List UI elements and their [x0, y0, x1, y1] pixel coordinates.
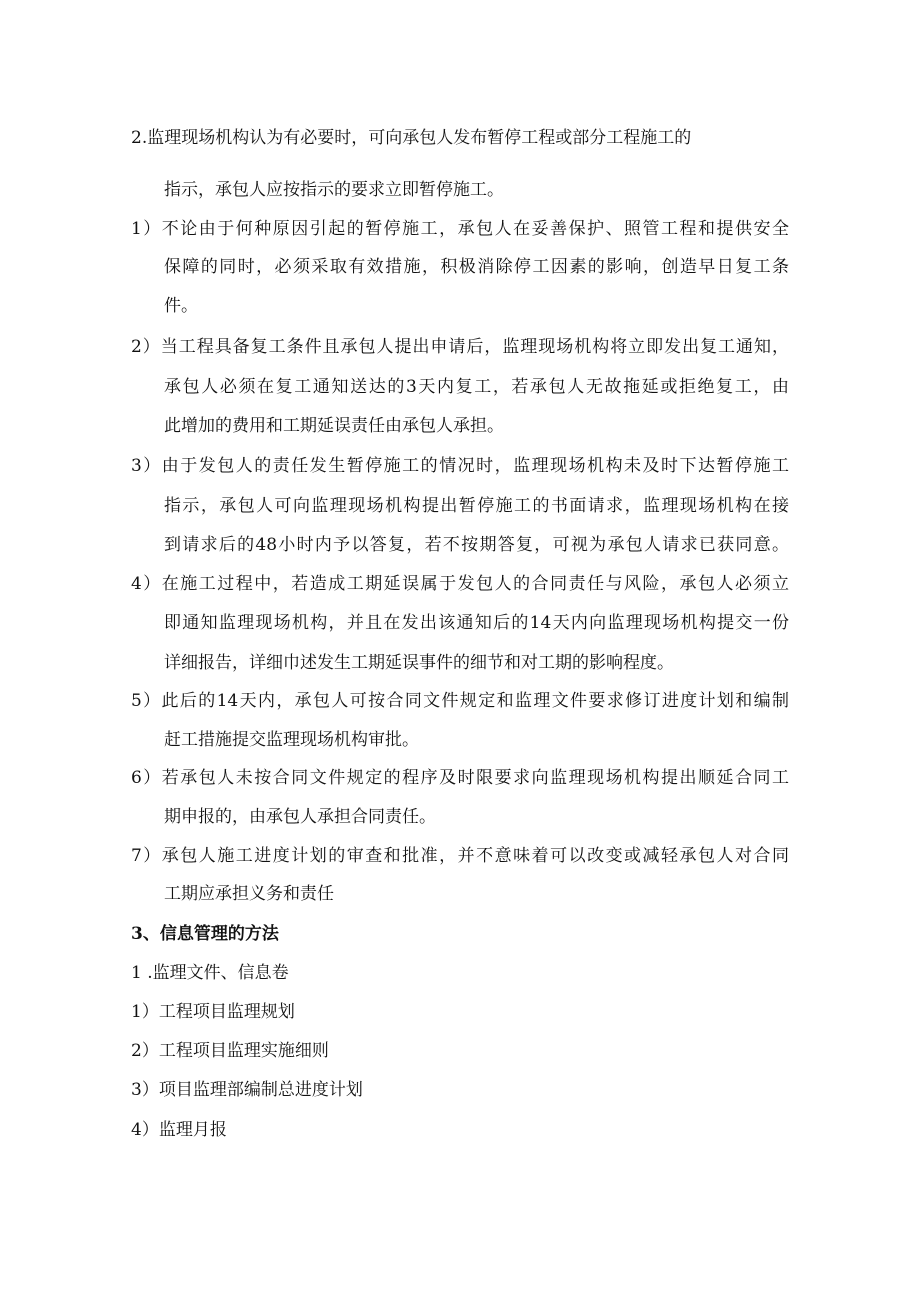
text-line: 4）监理月报 — [131, 1120, 227, 1140]
text-line: 件。 — [164, 296, 198, 316]
text-line: 承包人必须在复工通知送达的3天内复工，若承包人无故拖延或拒绝复工，由 — [164, 377, 789, 397]
text-line: 3）项目监理部编制总进度计划 — [131, 1080, 363, 1100]
text-line: 1）不论由于何种原因引起的暂停施工，承包人在妥善保护、照管工程和提供安全 — [131, 219, 789, 239]
text-line: 即通知监理现场机构，并且在发出该通知后的14天内向监理现场机构提交一份 — [164, 613, 789, 633]
text-line: 7）承包人施工进度计划的审查和批准，并不意味着可以改变或减轻承包人对合同 — [131, 846, 789, 866]
text-line: 保障的同时，必须采取有效措施，积极消除停工因素的影响，创造早日复工条 — [164, 257, 789, 277]
text-line: 3）由于发包人的责任发生暂停施工的情况时，监理现场机构未及时下达暂停施工 — [131, 456, 789, 476]
text-line: 指示，承包人可向监理现场机构提出暂停施工的书面请求，监理现场机构在接 — [164, 496, 789, 516]
text-line: 2）工程项目监理实施细则 — [131, 1041, 329, 1061]
section-title: 3、信息管理的方法 — [131, 924, 279, 944]
text-line: 2.监理现场机构认为有必要时，可向承包人发布暂停工程或部分工程施工的 — [131, 128, 692, 148]
text-line: 6）若承包人未按合同文件规定的程序及时限要求向监理现场机构提出顺延合同工 — [131, 768, 789, 788]
text-line: 详细报告，详细巾述发生工期延误事件的细节和对工期的影响程度。 — [164, 653, 674, 673]
text-line: 1）工程项目监理规划 — [131, 1002, 295, 1022]
text-line: 2）当工程具备复工条件且承包人提出申请后，监理现场机构将立即发出复工通知， — [131, 337, 789, 357]
text-line: 工期应承担义务和责任 — [164, 884, 334, 904]
text-line: 1 .监理文件、信息卷 — [131, 963, 289, 983]
text-line: 到请求后的48小时内予以答复，若不按期答复，可视为承包人请求已获同意。 — [164, 535, 789, 555]
text-line: 此增加的费用和工期延误责任由承包人承担。 — [164, 416, 504, 436]
text-line: 5）此后的14天内，承包人可按合同文件规定和监理文件要求修订进度计划和编制 — [131, 691, 789, 711]
text-line: 指示，承包人应按指示的要求立即暂停施工。 — [164, 180, 504, 200]
text-line: 赶工措施提交监理现场机构审批。 — [164, 730, 419, 750]
text-line: 期申报的，由承包人承担合同责任。 — [164, 807, 436, 827]
text-line: 4）在施工过程中，若造成工期延误属于发包人的合同责任与风险，承包人必须立 — [131, 574, 789, 594]
